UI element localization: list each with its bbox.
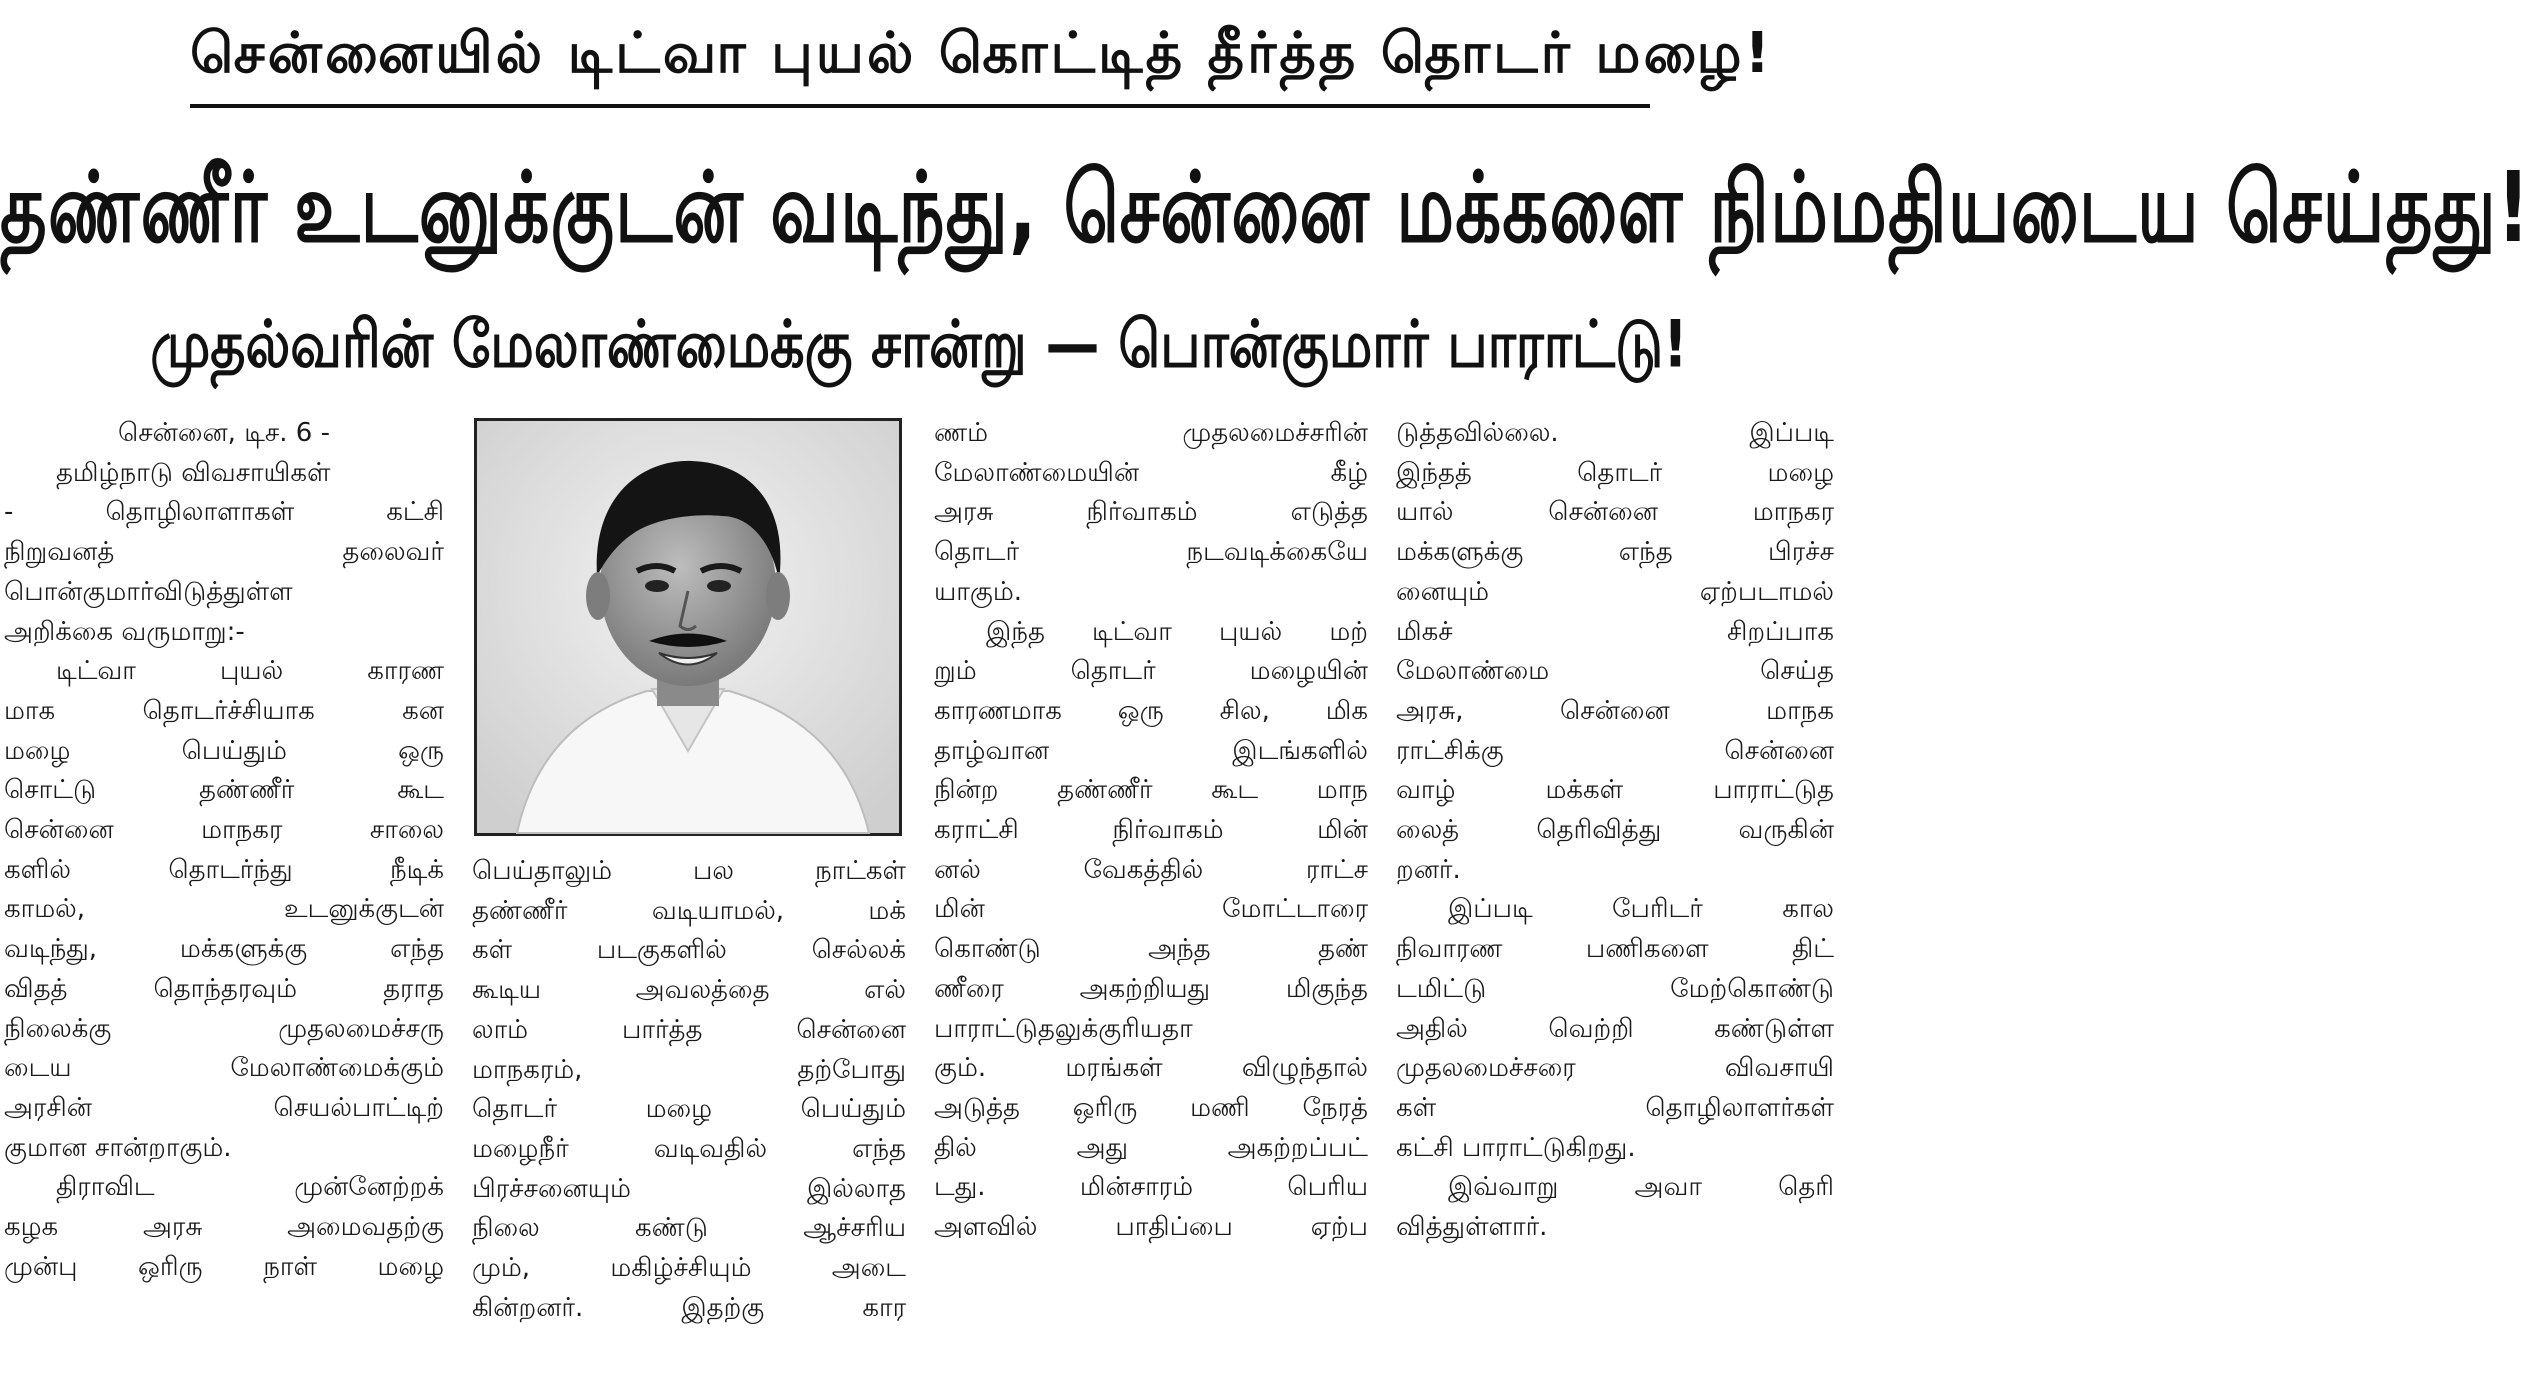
article-line: கும். மரங்கள் விழுந்தால் [934, 1053, 1368, 1084]
dateline: சென்னை, டிச. 6 - [118, 418, 330, 448]
article-column-1 [4, 414, 444, 1287]
article-line: டுத்தவில்லை. இப்படி [1396, 418, 1834, 448]
article-line: தண்ணீர் வடியாமல், மக் [472, 895, 906, 926]
article-line: னையும் ஏற்படாமல் [1396, 576, 1834, 607]
article-line: ணம் முதலமைச்சரின் [934, 418, 1368, 448]
article-line: நிவாரண பணிகளை திட் [1396, 934, 1834, 965]
article-line: அடுத்த ஒரிரு மணி நேரத் [934, 1092, 1368, 1123]
article-line: றும் தொடர் மழையின் [934, 656, 1368, 687]
article-line: நின்ற தண்ணீர் கூட மாந [934, 775, 1368, 806]
article-line: தில் அது அகற்றப்பட் [934, 1132, 1368, 1163]
kicker-headline: சென்னையில் டிட்வா புயல் கொட்டித் தீர்த்த தொடர் மழை! [190, 21, 1774, 86]
article-line: விதத் தொந்தரவும் தராத [4, 973, 444, 1004]
portrait-illustration [477, 421, 899, 833]
article-line: மும், மகிழ்ச்சியும் அடை [472, 1253, 906, 1284]
article-line: இந்த டிட்வா புயல் மற் [986, 616, 1368, 647]
article-line: நிலைக்கு முதலமைச்சரு [4, 1013, 444, 1044]
article-column-3 [934, 414, 1368, 1248]
portrait-photo [474, 418, 902, 836]
article-line: அரசு, சென்னை மாநக [1396, 695, 1834, 726]
article-line: கின்றனர். இதற்கு கார [472, 1292, 906, 1323]
article-line: கராட்சி நிர்வாகம் மின் [934, 815, 1368, 846]
article-line: யாகும். [934, 576, 1023, 607]
article-line: சொட்டு தண்ணீர் கூட [4, 775, 444, 806]
sub-headline: முதல்வரின் மேலாண்மைக்கு சான்று — பொன்குமார் பாராட்டு! [150, 306, 1688, 383]
article-line: கள் படகுகளில் செல்லக் [472, 935, 906, 966]
article-line: அரசின் செயல்பாட்டிற் [4, 1092, 444, 1123]
article-line: டிட்வா புயல் காரண [56, 656, 444, 687]
article-line: டது. மின்சாரம் பெரிய [934, 1172, 1368, 1203]
article-column-2 [472, 852, 906, 1328]
article-line: னல் வேகத்தில் ராட்ச [934, 854, 1368, 885]
article-line: வாழ் மக்கள் பாராட்டுத [1396, 775, 1834, 806]
article-line: அதில் வெற்றி கண்டுள்ள [1396, 1013, 1834, 1044]
article-line: அறிக்கை வருமாறு:- [4, 616, 245, 647]
article-line: மழை பெய்தும் ஒரு [4, 735, 444, 766]
article-line: குமான சான்றாகும். [4, 1132, 232, 1163]
article-column-4 [1396, 414, 1834, 1248]
article-line: லைத் தெரிவித்து வருகின் [1396, 815, 1834, 846]
article-line: தாழ்வான இடங்களில் [934, 735, 1368, 766]
article-line: மின் மோட்டாரை [934, 894, 1368, 925]
article-line: நிலை கண்டு ஆச்சரிய [472, 1213, 906, 1244]
article-line: மாக தொடர்ச்சியாக கன [4, 695, 444, 726]
article-line: இவ்வாறு அவா தெரி [1448, 1172, 1834, 1203]
article-line: பெய்தாலும் பல நாட்கள் [472, 856, 906, 886]
article-line: மக்களுக்கு எந்த பிரச்ச [1396, 537, 1834, 568]
article-line: தொடர் நடவடிக்கையே [934, 537, 1368, 568]
article-line: மேலாண்மை செய்த [1396, 656, 1834, 687]
article-line: கள் தொழிலாளர்கள் [1396, 1092, 1834, 1123]
article-line: வித்துள்ளார். [1396, 1212, 1548, 1243]
article-line: களில் தொடர்ந்து நீடிக் [4, 854, 444, 885]
article-line: சென்னை மாநகர சாலை [4, 815, 444, 846]
article-line: கொண்டு அந்த தண் [934, 934, 1368, 965]
article-line: காரணமாக ஒரு சில, மிக [934, 695, 1368, 726]
article-line: ணீரை அகற்றியது மிகுந்த [934, 973, 1368, 1004]
article-line: ராட்சிக்கு சென்னை [1396, 735, 1834, 766]
main-headline: தண்ணீர் உடனுக்குடன் வடிந்து, சென்னை மக்களை நிம்மதியடைய செய்தது! [0, 150, 2531, 264]
article-line: நிறுவனத் தலைவர் [4, 537, 444, 568]
article-line: முதலமைச்சரை விவசாயி [1396, 1053, 1834, 1084]
article-line: மாநகரம், தற்போது [472, 1054, 906, 1085]
article-line: இந்தத் தொடர் மழை [1396, 457, 1834, 488]
article-line: திராவிட முன்னேற்றக் [56, 1172, 444, 1203]
article-line: காமல், உடனுக்குடன் [4, 894, 444, 925]
article-line: டமிட்டு மேற்கொண்டு [1396, 973, 1834, 1004]
article-line: முன்பு ஒரிரு நாள் மழை [4, 1251, 444, 1282]
article-line: பிரச்சனையும் இல்லாத [472, 1173, 906, 1204]
article-line: டைய மேலாண்மைக்கும் [4, 1053, 444, 1084]
article-line: மிகச் சிறப்பாக [1396, 616, 1834, 647]
article-line: இப்படி பேரிடர் கால [1448, 894, 1834, 925]
article-line: கூடிய அவலத்தை எல் [472, 975, 906, 1006]
article-line: கட்சி பாராட்டுகிறது. [1396, 1132, 1636, 1163]
article-line: தொடர் மழை பெய்தும் [472, 1094, 906, 1125]
article-line: பொன்குமார்விடுத்துள்ள [4, 576, 293, 607]
article-line: கழக அரசு அமைவதற்கு [4, 1212, 444, 1243]
article-line: லாம் பார்த்த சென்னை [472, 1014, 906, 1045]
article-line: - தொழிலாளாகள் கட்சி [4, 497, 444, 528]
article-line: அளவில் பாதிப்பை ஏற்ப [934, 1212, 1368, 1243]
article-line: வடிந்து, மக்களுக்கு எந்த [4, 934, 444, 965]
article-line: பாராட்டுதலுக்குரியதா [934, 1013, 1193, 1044]
article-line: மழைநீர் வடிவதில் எந்த [472, 1133, 906, 1164]
article-line: மேலாண்மையின் கீழ் [934, 457, 1368, 488]
article-line: றனர். [1396, 854, 1461, 885]
article-line: தமிழ்நாடு விவசாயிகள் [56, 457, 331, 488]
article-line: அரசு நிர்வாகம் எடுத்த [934, 497, 1368, 528]
article-line: யால் சென்னை மாநகர [1396, 497, 1834, 528]
